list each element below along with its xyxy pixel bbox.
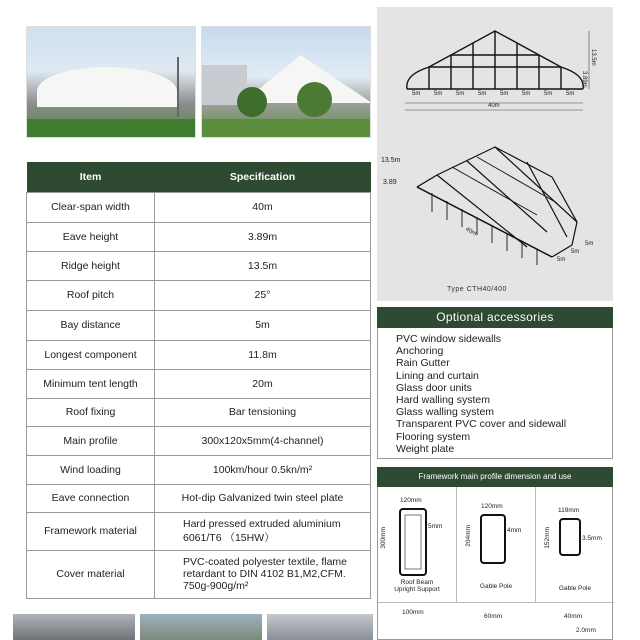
- profile-title: Framework main profile dimension and use: [377, 467, 613, 487]
- profile-caption: Roof Beam Upright Support: [394, 579, 440, 593]
- row-spec: 11.8m: [155, 340, 371, 369]
- row-item: Longest component: [27, 340, 155, 369]
- profile-width: 120mm: [400, 497, 422, 504]
- bay-label: 5m: [412, 91, 421, 97]
- bay-label: 5m: [544, 91, 553, 97]
- profile-thickness: 3.5mm: [582, 535, 602, 542]
- list-item: Hard walling system: [396, 394, 490, 407]
- tent-photo-2: [201, 26, 371, 138]
- list-item: Anchoring: [396, 345, 444, 358]
- list-item: Transparent PVC cover and sidewall: [396, 418, 567, 431]
- list-item: Glass door units: [396, 381, 472, 394]
- list-item: Glass walling system: [396, 406, 495, 419]
- profile-width: 60mm: [484, 613, 503, 620]
- accessories-list: [377, 328, 613, 459]
- row-item: Eave height: [27, 222, 155, 251]
- list-item: Flooring system: [396, 430, 471, 443]
- profile-thickness: 5mm: [428, 523, 443, 530]
- bay-label: 5m: [500, 91, 509, 97]
- row-item: Clear-span width: [27, 192, 155, 222]
- list-item: Weight plate: [396, 442, 455, 455]
- list-item: Lining and curtain: [396, 369, 479, 382]
- row-spec: Hard pressed extruded aluminium 6061/T6 （15HW）: [155, 512, 371, 550]
- profile-cell-gable-pole-1: [457, 487, 536, 602]
- row-spec: 13.5m: [155, 251, 371, 280]
- iso-bay-label: 5m: [557, 257, 566, 263]
- row-spec: 5m: [155, 310, 371, 340]
- profile-caption: Gable Pole: [479, 583, 513, 590]
- row-spec: 300x120x5mm(4-channel): [155, 426, 371, 455]
- list-item: Rain Gutter: [396, 357, 450, 370]
- row-spec: Bar tensioning: [155, 398, 371, 426]
- profile-thickness: 4mm: [507, 527, 522, 534]
- span-label: 40m: [488, 103, 500, 109]
- row-item: Eave connection: [27, 484, 155, 512]
- bay-label: 5m: [522, 91, 531, 97]
- list-item: PVC window sidewalls: [396, 333, 502, 345]
- iso-ridge-label: 13.5m: [381, 157, 401, 164]
- bottom-photo-2: [140, 614, 262, 640]
- row-item: Framework material: [27, 512, 155, 550]
- table-header-item: Item: [27, 162, 155, 192]
- row-spec: 100km/hour 0.5kn/m²: [155, 455, 371, 484]
- profile-width: 119mm: [558, 507, 580, 514]
- bottom-photo-3: [267, 614, 373, 640]
- frame-drawing-panel: [377, 7, 613, 301]
- ridge-height-label: 13.5m: [590, 49, 596, 66]
- tent-photo-1: [26, 26, 196, 138]
- profile-width: 100mm: [402, 609, 424, 616]
- iso-eave-label: 3.89: [383, 179, 397, 186]
- row-item: Wind loading: [27, 455, 155, 484]
- row-spec: 20m: [155, 369, 371, 398]
- profile-height: 152mm: [544, 527, 551, 549]
- profile-width: 120mm: [481, 503, 503, 510]
- accessories-title: Optional accessories: [377, 307, 613, 328]
- row-item: Minimum tent length: [27, 369, 155, 398]
- profile-grid: [377, 487, 613, 640]
- profile-height: 300mm: [380, 527, 387, 549]
- row-spec: PVC-coated polyester textile, flame retardant to DIN 4102 B1,M2,CFM. 750g-900g/m²: [155, 550, 371, 598]
- specification-table: [26, 162, 371, 599]
- type-label: Type CTH40/400: [447, 286, 507, 293]
- row-item: Bay distance: [27, 310, 155, 340]
- row-item: Roof fixing: [27, 398, 155, 426]
- profile-height: 204mm: [465, 525, 472, 547]
- row-item: Main profile: [27, 426, 155, 455]
- row-spec: 25°: [155, 280, 371, 310]
- bay-label: 5m: [456, 91, 465, 97]
- gable-pole-section-icon: [457, 513, 536, 583]
- profile-cell-gable-pole-2: [536, 487, 614, 602]
- iso-length-label: 40m: [464, 226, 478, 238]
- bay-label: 5m: [434, 91, 443, 97]
- row-spec: 3.89m: [155, 222, 371, 251]
- eave-height-label: 3.89m: [581, 71, 587, 88]
- profile-thickness: 2.0mm: [576, 627, 596, 634]
- frame-elevation-drawing: [377, 7, 613, 301]
- profile-cell-roof-beam: [378, 487, 457, 602]
- profile-caption: Gable Pole: [558, 585, 592, 592]
- row-item: Cover material: [27, 550, 155, 598]
- row-spec: Hot-dip Galvanized twin steel plate: [155, 484, 371, 512]
- iso-bay-label: 5m: [571, 249, 580, 255]
- table-header-spec: Specification: [155, 162, 371, 192]
- iso-bay-label: 5m: [585, 241, 594, 247]
- bay-label: 5m: [566, 91, 575, 97]
- profile-width: 40mm: [564, 613, 583, 620]
- bottom-photo-1: [13, 614, 135, 640]
- bay-label: 5m: [478, 91, 487, 97]
- row-spec: 40m: [155, 192, 371, 222]
- row-item: Ridge height: [27, 251, 155, 280]
- row-item: Roof pitch: [27, 280, 155, 310]
